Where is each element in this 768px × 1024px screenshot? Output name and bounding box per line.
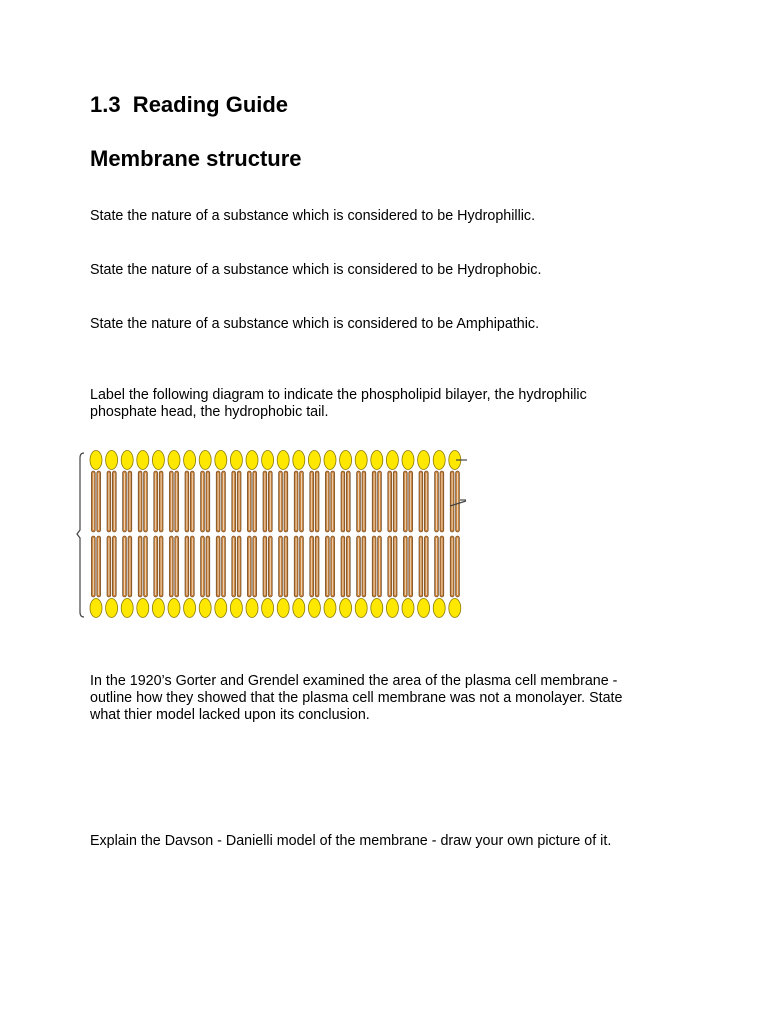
phosphate-head-top — [433, 451, 445, 470]
phosphate-head-top — [215, 451, 227, 470]
phosphate-head-top — [121, 451, 133, 470]
phosphate-head-top — [230, 451, 242, 470]
phosphate-head-top — [262, 451, 274, 470]
phosphate-head-bottom — [449, 599, 461, 618]
question-hydrophobic: State the nature of a substance which is considered to be Hydrophobic. — [90, 262, 542, 278]
phosphate-head-bottom — [262, 599, 274, 618]
question-label-diagram-line-1: Label the following diagram to indicate the phospholipid bilayer, the hydrophilic — [90, 387, 587, 403]
question-gorter-grendel — [90, 673, 670, 724]
phospholipid-bilayer-diagram — [74, 446, 474, 624]
phosphate-head-bottom — [246, 599, 258, 618]
phosphate-head-bottom — [308, 599, 320, 618]
phosphate-head-top — [199, 451, 211, 470]
phosphate-head-top — [308, 451, 320, 470]
phosphate-head-bottom — [230, 599, 242, 618]
phosphate-head-bottom — [293, 599, 305, 618]
phosphate-head-bottom — [90, 599, 102, 618]
phosphate-head-top — [386, 451, 398, 470]
phosphate-head-bottom — [277, 599, 289, 618]
phosphate-head-top — [152, 451, 164, 470]
phosphate-head-top — [293, 451, 305, 470]
phosphate-head-bottom — [340, 599, 352, 618]
phosphate-head-top — [371, 451, 383, 470]
phosphate-head-top — [168, 451, 180, 470]
section-heading: Membrane structure — [90, 146, 302, 171]
question-label-diagram — [90, 387, 670, 421]
phosphate-head-top — [277, 451, 289, 470]
phosphate-head-bottom — [199, 599, 211, 618]
phosphate-head-bottom — [402, 599, 414, 618]
phosphate-head-bottom — [355, 599, 367, 618]
phosphate-head-bottom — [106, 599, 118, 618]
phosphate-head-top — [106, 451, 118, 470]
phosphate-head-bottom — [152, 599, 164, 618]
phosphate-head-bottom — [184, 599, 196, 618]
phosphate-head-bottom — [324, 599, 336, 618]
phosphate-head-top — [340, 451, 352, 470]
phosphate-head-bottom — [215, 599, 227, 618]
phosphate-head-bottom — [121, 599, 133, 618]
bilayer-group — [90, 451, 461, 618]
question-gorter-line-3: what thier model lacked upon its conclusion. — [90, 707, 370, 723]
phosphate-head-top — [324, 451, 336, 470]
question-hydrophillic: State the nature of a substance which is considered to be Hydrophillic. — [90, 208, 536, 224]
phosphate-head-bottom — [433, 599, 445, 618]
phosphate-head-bottom — [386, 599, 398, 618]
question-gorter-line-1: In the 1920’s Gorter and Grendel examined the area of the plasma cell membrane - — [90, 673, 618, 689]
phosphate-head-top — [246, 451, 258, 470]
phosphate-head-bottom — [168, 599, 180, 618]
question-amphipathic: State the nature of a substance which is considered to be Amphipathic. — [90, 316, 540, 332]
phosphate-head-top — [90, 451, 102, 470]
question-davson-danielli: Explain the Davson - Danielli model of the membrane - draw your own picture of it. — [90, 833, 612, 849]
phosphate-head-bottom — [137, 599, 149, 618]
phosphate-head-bottom — [418, 599, 430, 618]
phosphate-head-bottom — [371, 599, 383, 618]
phosphate-head-top — [418, 451, 430, 470]
bilayer-bracket — [77, 453, 84, 617]
phosphate-head-top — [355, 451, 367, 470]
question-label-diagram-line-2: phosphate head, the hydrophobic tail. — [90, 404, 329, 420]
phosphate-head-top — [184, 451, 196, 470]
phosphate-head-top — [402, 451, 414, 470]
phosphate-head-top — [137, 451, 149, 470]
question-gorter-line-2: outline how they showed that the plasma cell membrane was not a monolayer. State — [90, 690, 623, 706]
page-title: 1.3 Reading Guide — [90, 92, 289, 117]
